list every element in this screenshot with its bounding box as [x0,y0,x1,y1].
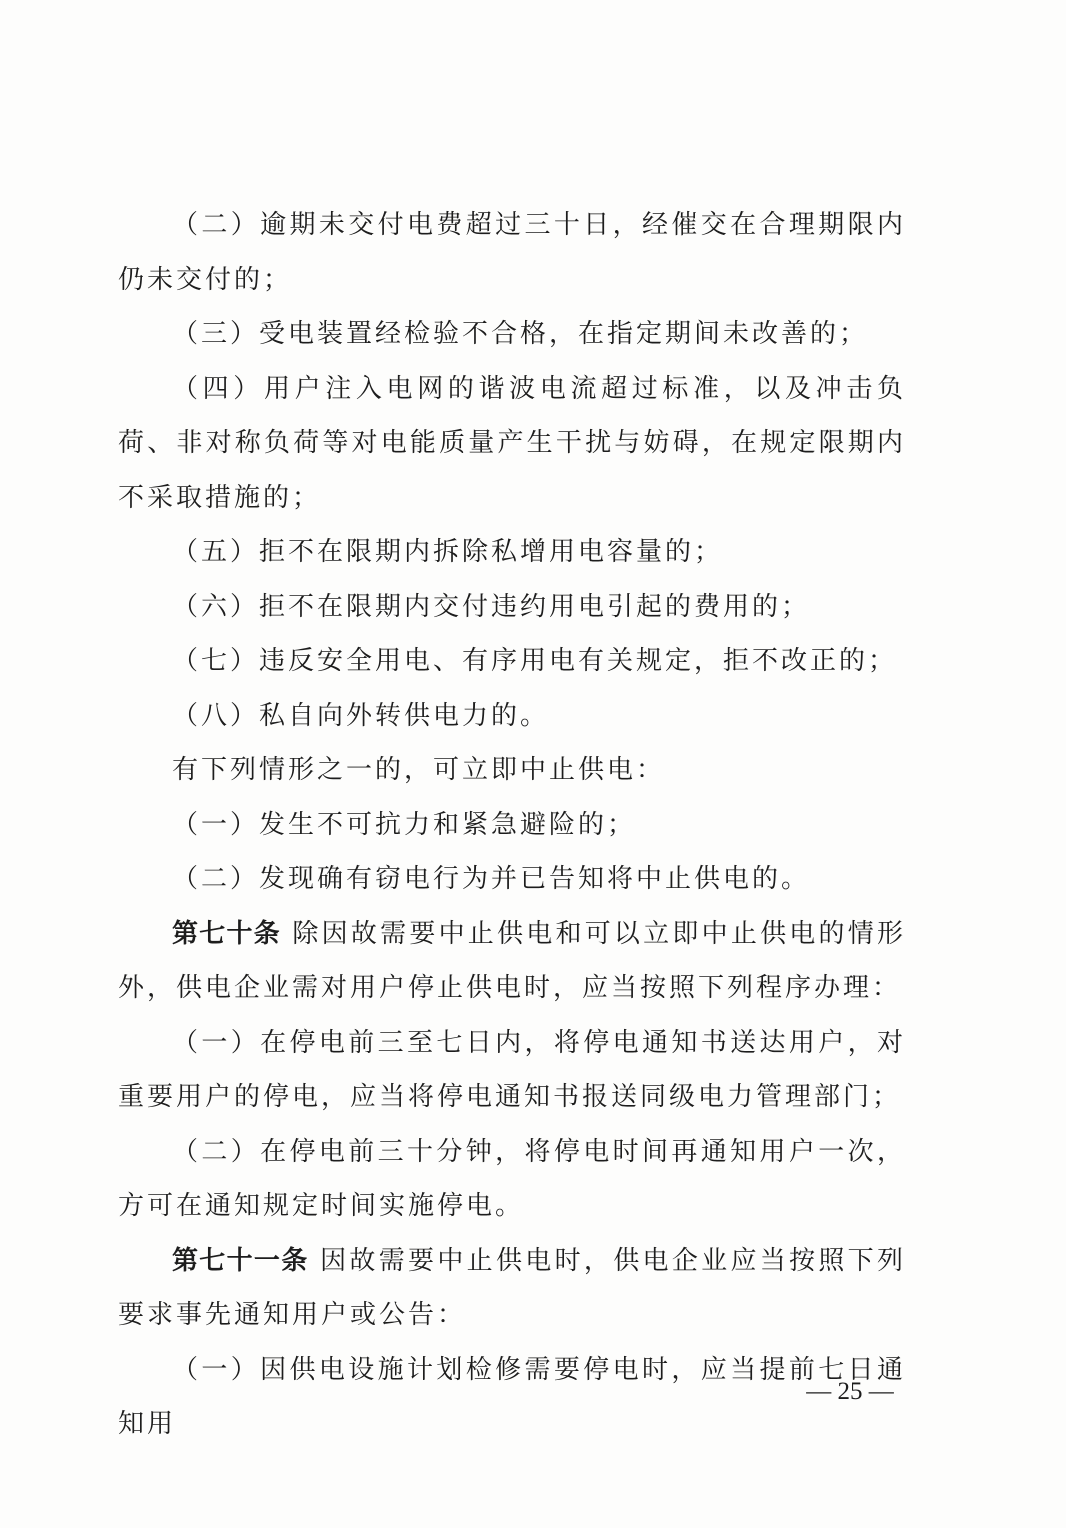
paragraph-item-7-safety-violation: （七）违反安全用电、有序用电有关规定，拒不改正的； [172,646,898,676]
paragraph-immediate-item-2: （二）发现确有窃电行为并已告知将中止供电的。 [172,864,811,894]
paragraph-item-2-overdue-fee: （二）逾期未交付电费超过三十日，经催交在合理期限内仍未交付的； [118,210,906,295]
paragraph-item-4-harmonic-current: （四）用户注入电网的谐波电流超过标准，以及冲击负荷、非对称负荷等对电能质量产生干扰与妨碍，在规定限期内不采取措施的； [118,373,906,513]
article-71 [118,1234,906,1343]
paragraph-article-71-item-1: （一）因供电设施计划检修需要停电时，应当提前七日通知用 [118,1354,906,1439]
document-body [118,198,906,1452]
article-70 [118,907,906,1016]
article-70-text: 除因故需要中止供电和可以立即中止供电的情形外，供电企业需对用户停止供电时，应当按照下列程序办理： [118,918,906,1003]
paragraph-item-6-violation-fee: （六）拒不在限期内交付违约用电引起的费用的； [172,591,811,622]
paragraph-item-8-resale-power: （八）私自向外转供电力的。 [172,700,550,731]
paragraph-item-5-private-capacity: （五）拒不在限期内拆除私增用电容量的； [172,537,724,567]
paragraph-article-70-item-2: （二）在停电前三十分钟，将停电时间再通知用户一次，方可在通知规定时间实施停电。 [118,1136,906,1221]
article-71-text: 因故需要中止供电时，供电企业应当按照下列要求事先通知用户或公告： [118,1245,906,1330]
paragraph-immediate-item-1: （一）发生不可抗力和紧急避险的； [172,809,637,840]
article-71-title: 第七十一条 [172,1245,309,1276]
paragraph-immediate-suspension: 有下列情形之一的，可立即中止供电： [172,755,666,785]
paragraph-item-3-unqualified-device: （三）受电装置经检验不合格，在指定期间未改善的； [172,319,869,349]
paragraph-article-70-item-1: （一）在停电前三至七日内，将停电通知书送达用户，对重要用户的停电，应当将停电通知书报送同级电力管理部门； [118,1027,906,1112]
page-number: — 25 — [806,1378,894,1405]
article-70-title: 第七十条 [172,918,281,949]
